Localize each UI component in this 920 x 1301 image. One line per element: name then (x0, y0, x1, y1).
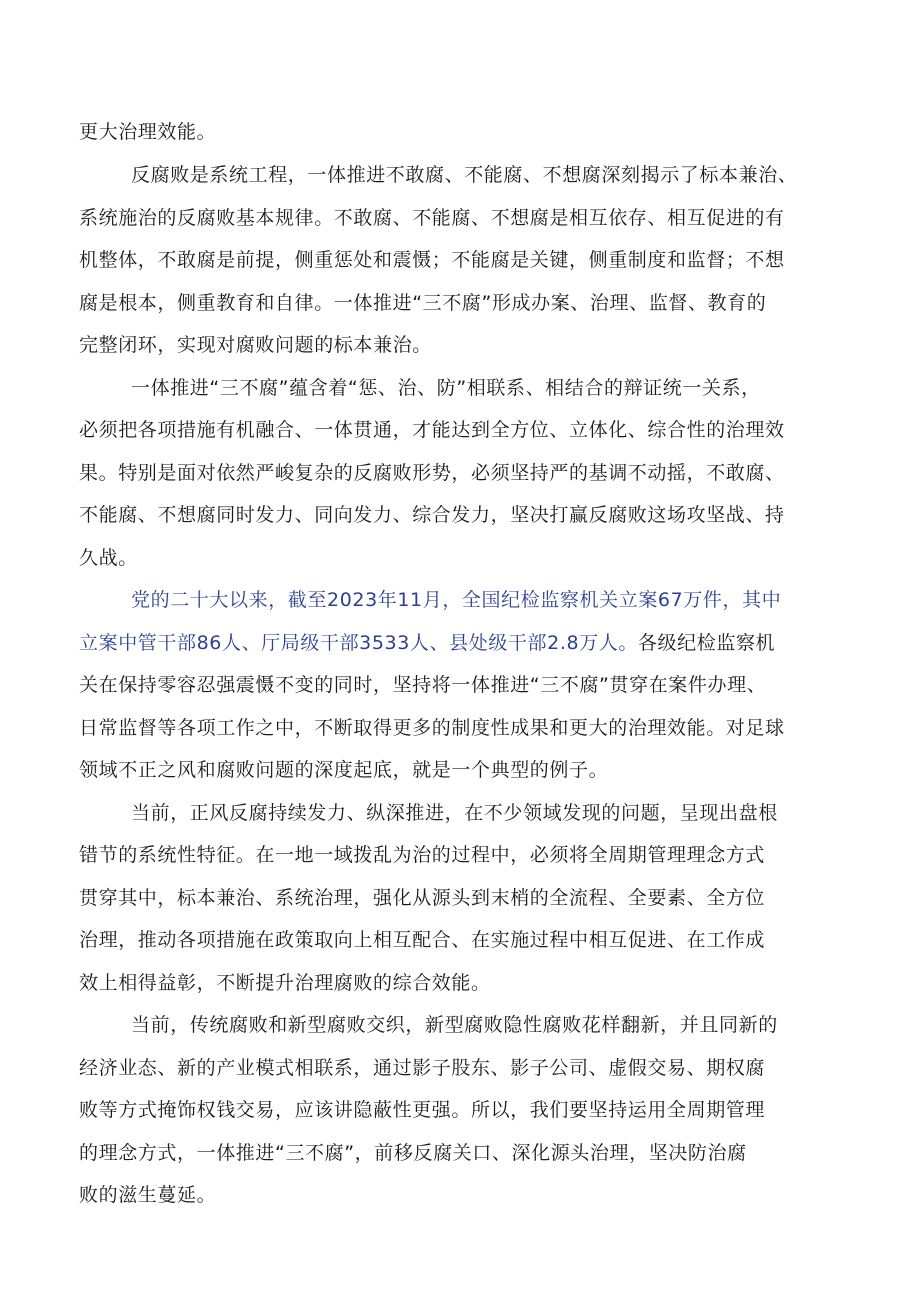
paragraph-line: 反腐败是系统工程，一体推进不敢腐、不能腐、不想腐深刻揭示了标本兼治、 (131, 164, 798, 186)
paragraph-line: 机整体，不敢腐是前提，侧重惩处和震慑；不能腐是关键，侧重制度和监督；不想 (79, 249, 785, 271)
paragraph-line: 完整闭环，实现对腐败问题的标本兼治。 (79, 334, 432, 356)
body-text: 各级纪检监察机 (637, 632, 776, 654)
paragraph-line: 效上相得益彰，不断提升治理腐败的综合效能。 (79, 972, 491, 994)
paragraph-line: 败的滋生蔓延。 (79, 1184, 217, 1206)
paragraph-line: 不能腐、不想腐同时发力、同向发力、综合发力，坚决打赢反腐败这场攻坚战、持 (79, 504, 785, 526)
paragraph-line: 的理念方式，一体推进“三不腐”，前移反腐关口、深化源头治理，坚决防治腐 (79, 1142, 747, 1164)
paragraph-line: 错节的系统性特征。在一地一域拨乱为治的过程中，必须将全周期管理理念方式 (79, 844, 766, 866)
highlight-text: 党的二十大以来，截至2023年11月，全国纪检监察机关立案67万件，其中 (131, 589, 782, 611)
paragraph-line: 关在保持零容忍强震慑不变的同时，坚持将一体推进“三不腐”贯穿在案件办理、 (79, 674, 767, 696)
paragraph-line: 当前，正风反腐持续发力、纵深推进，在不少领域发现的问题，呈现出盘根 (131, 802, 778, 824)
paragraph-line: 经济业态、新的产业模式相联系，通过影子股东、影子公司、虚假交易、期权腐 (79, 1057, 766, 1079)
paragraph-line-highlight (131, 588, 920, 612)
paragraph-line: 领域不正之风和腐败问题的深度起底，就是一个典型的例子。 (79, 759, 609, 781)
paragraph-line: 必须把各项措施有机融合、一体贯通，才能达到全方位、立体化、综合性的治理效 (79, 419, 785, 441)
highlight-text: 立案中管干部86人、厅局级干部3533人、县处级干部2.8万人。 (79, 632, 638, 654)
paragraph-line: 久战。 (79, 547, 138, 569)
paragraph-line: 更大治理效能。 (79, 121, 217, 143)
paragraph-line: 贯穿其中，标本兼治、系统治理，强化从源头到末梢的全流程、全要素、全方位 (79, 887, 766, 909)
paragraph-line: 腐是根本，侧重教育和自律。一体推进“三不腐”形成办案、治理、监督、教育的 (79, 292, 767, 314)
paragraph-line: 败等方式掩饰权钱交易，应该讲隐蔽性更强。所以，我们要坚持运用全周期管理 (79, 1099, 766, 1121)
paragraph-line: 一体推进“三不腐”蕴含着“惩、治、防”相联系、相结合的辩证统一关系， (131, 377, 761, 399)
paragraph-line: 系统施治的反腐败基本规律。不敢腐、不能腐、不想腐是相互依存、相互促进的有 (79, 207, 785, 229)
paragraph-line-mixed (79, 631, 920, 655)
paragraph-line: 治理，推动各项措施在政策取向上相互配合、在实施过程中相互促进、在工作成 (79, 929, 766, 951)
paragraph-line: 当前，传统腐败和新型腐败交织，新型腐败隐性腐败花样翻新，并且同新的 (131, 1014, 778, 1036)
paragraph-line: 日常监督等各项工作之中，不断取得更多的制度性成果和更大的治理效能。对足球 (79, 717, 785, 739)
paragraph-line: 果。特别是面对依然严峻复杂的反腐败形势，必须坚持严的基调不动摇，不敢腐、 (79, 462, 785, 484)
